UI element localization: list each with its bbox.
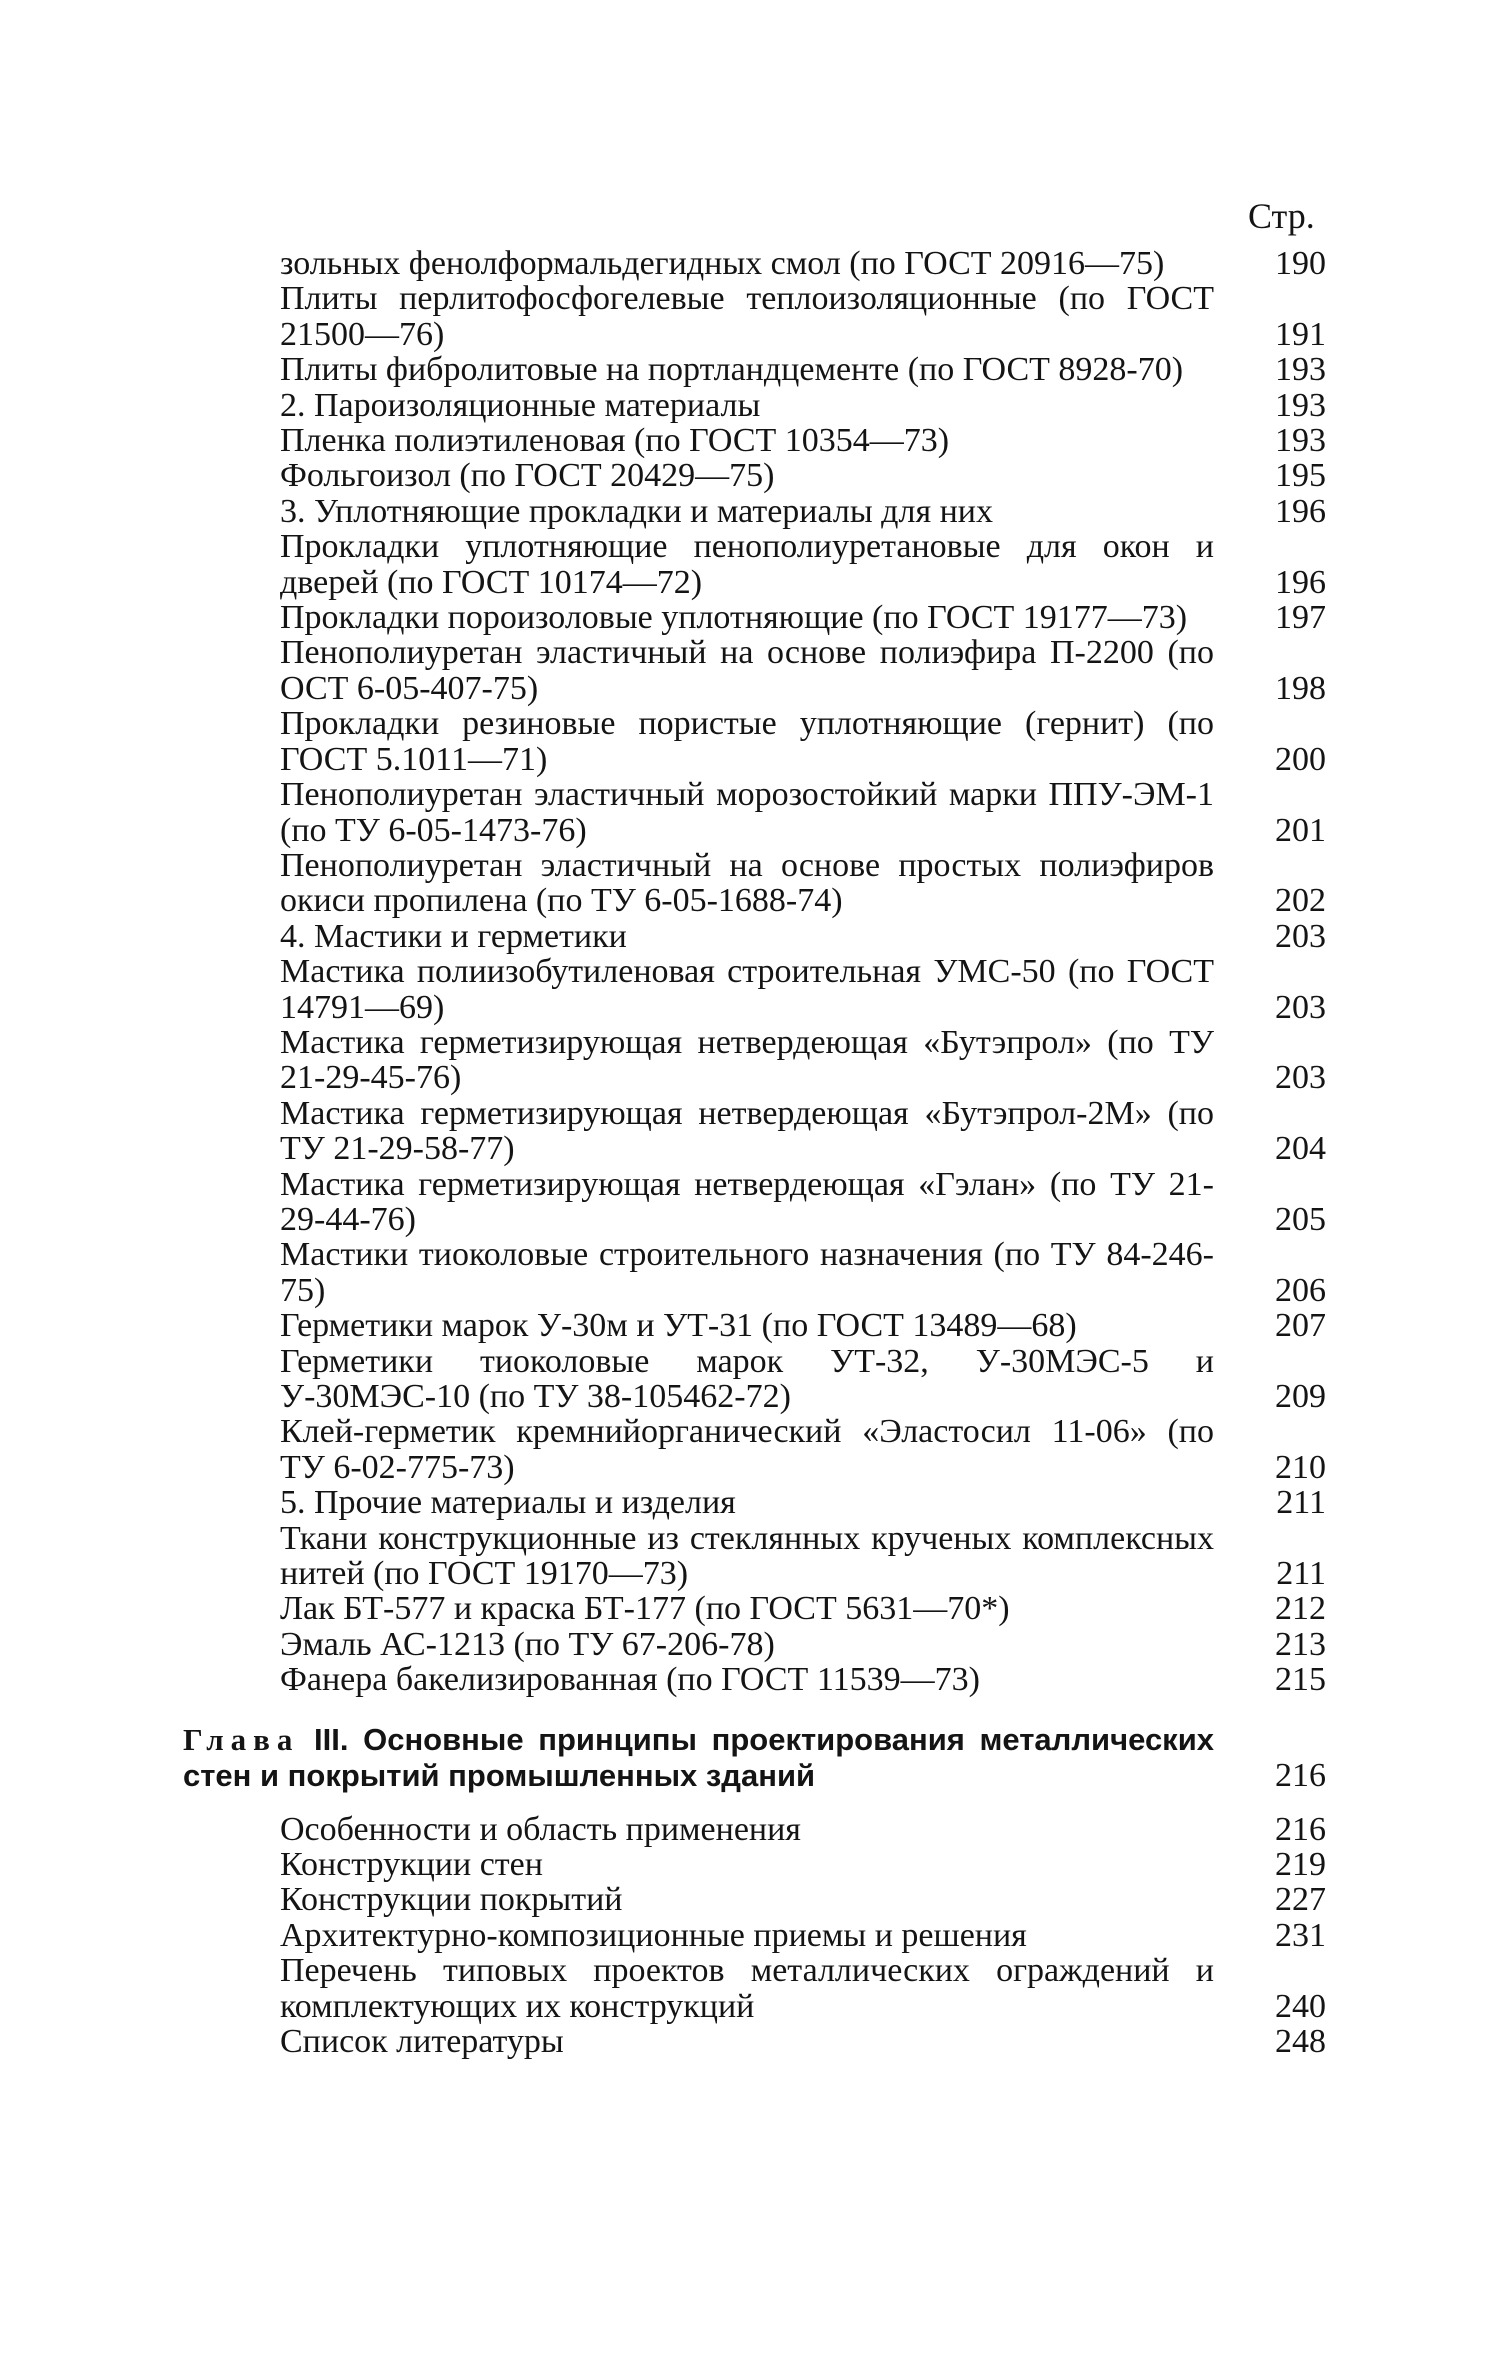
table-of-contents xyxy=(183,245,1326,2061)
toc-entry-title: Клей-герметик кремнийорганический «Эластосил 11-06» (по ТУ 6-02-775-73) xyxy=(280,1413,1214,1486)
toc-entry xyxy=(280,2024,1326,2059)
toc-entry-title: Лак БТ-577 и краска БТ-177 (по ГОСТ 5631—70*) xyxy=(280,1590,1010,1628)
toc-entry xyxy=(280,1521,1326,1592)
toc-entry-title: Пенополиуретан эластичный на основе полиэфира П-2200 (по ОСТ 6-05-407-75) xyxy=(280,634,1214,707)
toc-entry-title: Прокладки резиновые пористые уплотняющие (гернит) (по ГОСТ 5.1011—71) xyxy=(280,705,1214,778)
toc-entry xyxy=(280,1953,1326,2024)
toc-entry xyxy=(280,1662,1326,1697)
toc-entry xyxy=(280,1847,1326,1882)
toc-section-heading xyxy=(280,494,1326,529)
toc-entry-page: 196 xyxy=(1275,492,1326,530)
toc-entry-page: 219 xyxy=(1275,1846,1326,1884)
chapter-title-text: III. Основные принципы проектирования металлических стен и покрытий промышленных зданий xyxy=(183,1721,1214,1793)
toc-entry xyxy=(280,352,1326,387)
toc-entry-title: Прокладки уплотняющие пенополиуретановые для окон и дверей (по ГОСТ 10174—72) xyxy=(280,528,1214,601)
toc-entry xyxy=(280,635,1326,706)
toc-entry-page: 201 xyxy=(1275,811,1326,849)
toc-section-heading xyxy=(280,388,1326,423)
toc-entry xyxy=(280,1025,1326,1096)
toc-entry-page: 195 xyxy=(1275,457,1326,495)
toc-entry xyxy=(280,1812,1326,1847)
toc-entry xyxy=(280,423,1326,458)
toc-entry-title: Прокладки пороизоловые уплотняющие (по ГОСТ 19177—73) xyxy=(280,599,1188,637)
toc-entry xyxy=(280,1627,1326,1662)
toc-entry-page: 204 xyxy=(1275,1130,1326,1168)
toc-entry xyxy=(280,1882,1326,1917)
toc-entry-page: 193 xyxy=(1275,386,1326,424)
toc-entry-page: 212 xyxy=(1275,1590,1326,1628)
toc-entry-title: Конструкции стен xyxy=(280,1846,543,1884)
toc-entry-title: Плиты фибролитовые на портландцементе (по ГОСТ 8928-70) xyxy=(280,351,1184,389)
toc-entry-title: 3. Уплотняющие прокладки и материалы для них xyxy=(280,492,993,530)
toc-entry xyxy=(280,1414,1326,1485)
toc-entry xyxy=(280,777,1326,848)
toc-entry-title: Фанера бакелизированная (по ГОСТ 11539—73) xyxy=(280,1661,980,1699)
toc-entry-page: 197 xyxy=(1275,599,1326,637)
toc-entry-page: 203 xyxy=(1275,988,1326,1026)
toc-entry-page: 210 xyxy=(1275,1448,1326,1486)
toc-entry-title: 4. Мастики и герметики xyxy=(280,917,627,955)
toc-section-heading xyxy=(280,919,1326,954)
page-column-header: Стр. xyxy=(1248,196,1315,236)
toc-entry-title: Эмаль АС-1213 (по ТУ 67-206-78) xyxy=(280,1625,775,1663)
toc-entry xyxy=(280,529,1326,600)
toc-entry-page: 206 xyxy=(1275,1271,1326,1309)
toc-entry-title: зольных фенолформальдегидных смол (по ГОСТ 20916—75) xyxy=(280,245,1165,282)
toc-entry-page: 202 xyxy=(1275,882,1326,920)
toc-entry-page: 209 xyxy=(1275,1378,1326,1415)
toc-entry-title: Список литературы xyxy=(280,2023,564,2061)
toc-entry-title: Пенополиуретан эластичный морозостойкий марки ППУ-ЭМ-1 (по ТУ 6-05-1473-76) xyxy=(280,776,1214,849)
toc-entry-page: 213 xyxy=(1275,1625,1326,1663)
toc-entry-title: Архитектурно-композиционные приемы и решения xyxy=(280,1916,1027,1954)
toc-entry-page: 198 xyxy=(1275,669,1326,707)
toc-entry-title: 5. Прочие материалы и изделия xyxy=(280,1484,736,1522)
toc-entry-title: Мастика полиизобутиленовая строительная УМС-50 (по ГОСТ 14791—69) xyxy=(280,953,1214,1026)
toc-entry-page: 215 xyxy=(1275,1661,1326,1699)
toc-entry xyxy=(280,1918,1326,1953)
toc-section-heading xyxy=(280,1485,1326,1520)
toc-entry xyxy=(280,600,1326,635)
toc-entry-title: Герметики марок У-30м и УТ-31 (по ГОСТ 13489—68) xyxy=(280,1307,1077,1345)
toc-entry-title: Фольгоизол (по ГОСТ 20429—75) xyxy=(280,457,775,495)
toc-entry-page: 193 xyxy=(1275,422,1326,460)
toc-entry-page: 191 xyxy=(1275,315,1326,353)
toc-entry-page: 193 xyxy=(1275,351,1326,389)
toc-chapter-heading xyxy=(183,1722,1326,1794)
toc-entry-page: 248 xyxy=(1275,2023,1326,2061)
toc-entry-title: Пенополиуретан эластичный на основе простых полиэфиров окиси пропилена (по ТУ 6-05-1688-74) xyxy=(280,846,1214,920)
toc-entry-page: 231 xyxy=(1275,1916,1326,1954)
toc-entry-title: Плиты перлитофосфогелевые теплоизоляционные (по ГОСТ 21500—76) xyxy=(280,280,1214,353)
toc-entry-page: 196 xyxy=(1275,563,1326,601)
toc-entry-page: 216 xyxy=(1275,1810,1326,1848)
toc-entry xyxy=(280,954,1326,1025)
toc-entry-page: 200 xyxy=(1275,740,1326,778)
toc-entry xyxy=(280,1096,1326,1167)
toc-entry-page: 207 xyxy=(1275,1307,1326,1345)
toc-entry-page: 203 xyxy=(1275,1059,1326,1097)
toc-entry xyxy=(280,281,1326,352)
toc-entry-title: Герметики тиоколовые марок УТ-32, У-30МЭС-5 и У-30МЭС-10 (по ТУ 38-105462-72) xyxy=(280,1342,1214,1415)
toc-entry-page: 190 xyxy=(1275,245,1326,282)
toc-entry-title: Мастика герметизирующая нетвердеющая «Гэлан» (по ТУ 21-29-44-76) xyxy=(280,1165,1214,1238)
toc-entry-title: Конструкции покрытий xyxy=(280,1881,623,1919)
toc-entry xyxy=(280,1344,1326,1415)
toc-entry xyxy=(280,458,1326,493)
toc-entry xyxy=(280,1167,1326,1238)
toc-entry-title: Особенности и область применения xyxy=(280,1810,801,1848)
toc-entry-title: Мастики тиоколовые строительного назначения (по ТУ 84-246-75) xyxy=(280,1236,1214,1309)
toc-entry xyxy=(280,1308,1326,1343)
chapter-title xyxy=(183,1722,1214,1794)
toc-entry-page: 240 xyxy=(1275,1987,1326,2025)
toc-entry-page: 211 xyxy=(1276,1484,1326,1522)
toc-entry-page: 203 xyxy=(1275,917,1326,955)
toc-entry-title: Перечень типовых проектов металлических ограждений и комплектующих их конструкций xyxy=(280,1952,1214,2025)
toc-entry-title: Мастика герметизирующая нетвердеющая «Бутэпрол-2М» (по ТУ 21-29-58-77) xyxy=(280,1094,1214,1168)
toc-entry xyxy=(280,1237,1326,1308)
toc-entry-title: Мастика герметизирующая нетвердеющая «Бутэпрол» (по ТУ 21-29-45-76) xyxy=(280,1023,1214,1097)
toc-entry xyxy=(280,1591,1326,1626)
toc-entry-page: 205 xyxy=(1275,1200,1326,1238)
chapter-prefix: Глава xyxy=(183,1721,300,1757)
toc-entry xyxy=(280,706,1326,777)
toc-entry xyxy=(280,246,1326,281)
toc-entry-page: 211 xyxy=(1276,1555,1326,1593)
toc-entry-title: 2. Пароизоляционные материалы xyxy=(280,386,761,424)
toc-entry xyxy=(280,848,1326,919)
toc-entry-title: Ткани конструкционные из стеклянных крученых комплексных нитей (по ГОСТ 19170—73) xyxy=(280,1519,1214,1593)
toc-entry-page: 227 xyxy=(1275,1881,1326,1919)
toc-entry-title: Пленка полиэтиленовая (по ГОСТ 10354—73) xyxy=(280,422,950,460)
chapter-page: 216 xyxy=(1275,1757,1326,1795)
